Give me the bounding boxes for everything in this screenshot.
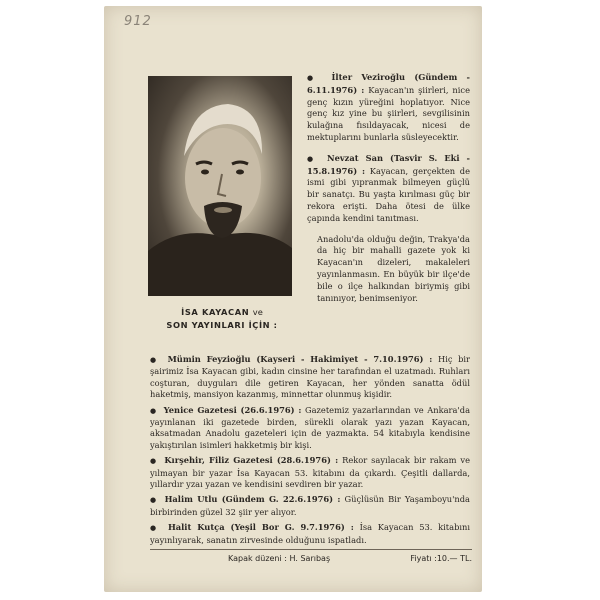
bullet-icon: ● [150,457,158,466]
caption-author-name: İSA KAYACAN [181,307,250,317]
review-text: Kayacan'ın şiirleri, nice genç kızın yüreğini hoplatıyor. Nice genç kız yine bu şiirleri, sevgilisinin kulağına fısıldayacak, nicesi de mektuplarını bunlarla süsleyecektir. [307,84,470,142]
review-source: Kırşehir, Filiz Gazetesi (28.6.1976) : [164,455,339,466]
bullet-icon: ● [307,154,318,163]
review-text: Kayacan, gerçekten de ismi gibi yıpranmak bilmeyen güçlü bir sanatçı. Bu yaşta kırılması güç bir rekora erişti. Daha ötesi de ülke çapında kendini tanıtması. [307,165,470,223]
review-text: Rekor sayılacak bir rakam ve yılmayan bir yazar İsa Kayacan 53. kitabını da çıkardı. Çeşitli dallarda, yıllardır yzaı yazan ve kendisini sevdiren bir yazar. [150,455,471,490]
review-item [150,455,470,490]
bullet-icon: ● [150,406,158,415]
review-source: Halit Kutça (Yeşil Bor G. 9.7.1976) : [167,522,354,533]
review-source: Nevzat San (Tasvir S. Eki - 15.8.1976) : [307,152,470,176]
review-text: Güçlüsün Bir Yaşamboyu'nda birbirinden güzel 32 şiir yer alıyor. [150,494,471,517]
review-item [307,72,470,144]
body-paragraph: Anadolu'da olduğu değin, Trakya'da da hiç bir mahalli gazete yok ki Kayacan'ın dizeleri, makaleleri yayınlanmasın. En büyük bir ilçe'de bile o ilçe halkından biriymiş gibi tanınıyor, benimseniyor. [317,233,470,303]
review-item [150,405,470,452]
price-label: Fiyatı :10.— TL. [410,554,472,563]
portrait-drawing [148,76,292,296]
review-item [150,354,470,401]
bullet-icon: ● [150,524,160,533]
author-portrait [148,76,292,296]
footer-divider [150,549,472,550]
full-width-reviews [150,354,470,550]
bullet-icon: ● [150,356,160,364]
handwritten-note: 912 [124,14,152,29]
review-source: Halim Utlu (Gündem G. 22.6.1976) : [164,494,341,505]
caption-line-1 [150,307,294,317]
review-item [150,522,470,546]
review-text: Hiç bir şairimiz İsa Kayacan gibi, kadın cinsine her tarafından el uzatmadı. Ruhları coşturan, duyguları dile getiren Kayacan, her yönden sanatta ödül haketmiş, mansiyon kazanmış, minnettar olunmuş kişidir. [150,354,470,400]
caption-line-2: SON YAYINLARI İÇİN : [166,320,278,330]
caption-conjunction: ve [252,307,263,317]
review-source: Yenice Gazetesi (26.6.1976) : [163,404,302,415]
review-source: İlter Veziroğlu (Gündem - 6.11.1976) : [307,72,470,95]
cover-design-credit: Kapak düzeni : H. Sarıbaş [228,554,331,563]
right-reviews-column [307,72,470,313]
review-source: Mümin Feyzioğlu (Kayseri - Hakimiyet - 7.10.1976) : [167,354,433,364]
footer [228,554,472,563]
review-text: Gazetemiz yazarlarından ve Ankara'da yayınlanan iki gazetede birden, sürekli olarak yazı yazan Kayacan, aksatmadan Anadolu gazeteleri için de yazmakta. 54 kitabıyla kendisine yakıştırılan isimleri hakketmiş bir kişi. [150,404,471,450]
review-text: İsa Kayacan 53. kitabını yayınlıyarak, sanatın zirvesinde olduğunu ispatladı. [150,522,471,545]
review-item [150,494,470,518]
review-item [307,153,470,225]
bullet-icon: ● [307,74,320,82]
bullet-icon: ● [150,496,158,505]
